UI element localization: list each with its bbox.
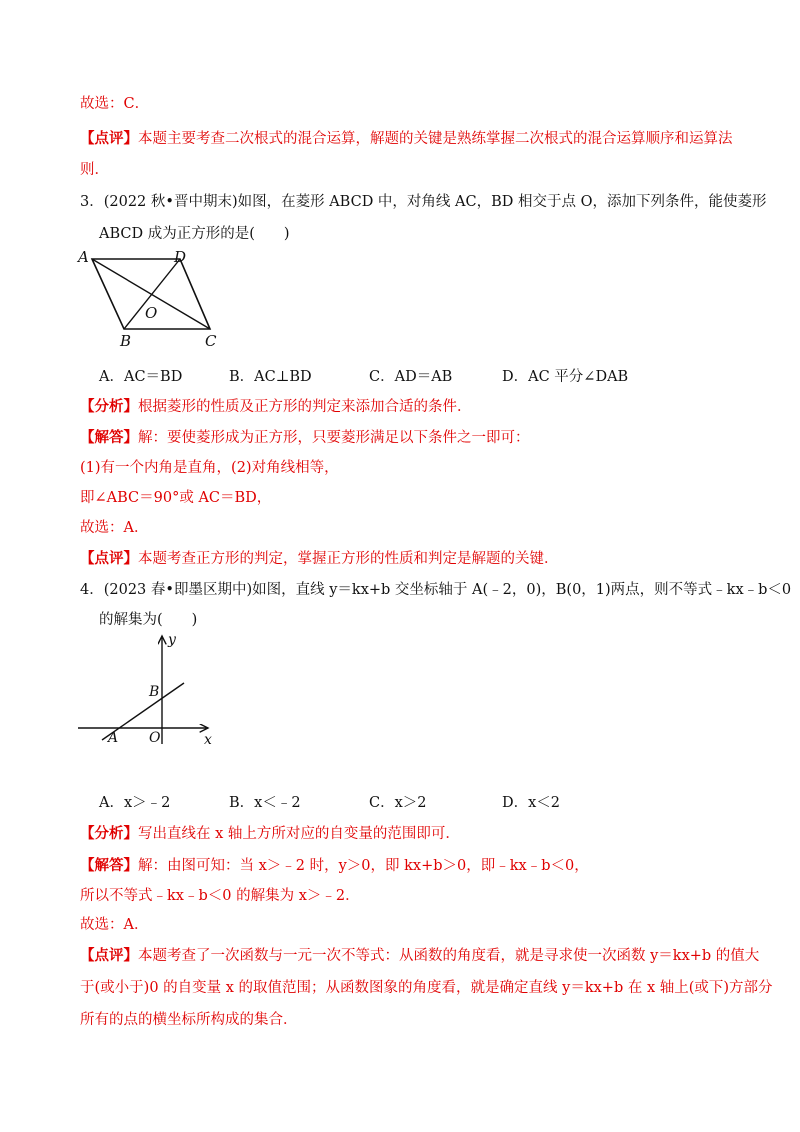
label-d: D — [174, 248, 187, 266]
q3-stem: 3．(2022 秋•晋中期末)如图，在菱形 ABCD 中，对角线 AC，BD 相交于点 O，添加下列条件，能使菱形 — [80, 194, 767, 210]
analysis-text: 根据菱形的性质及正方形的判定来添加合适的条件． — [138, 399, 472, 415]
analysis-tag: 【分析】 — [80, 825, 138, 842]
label-a: A — [78, 248, 89, 266]
label-o: O — [149, 730, 161, 746]
q3-option-a[interactable]: A．AC＝BD — [99, 369, 183, 385]
comment-text: 本题考查正方形的判定，掌握正方形的性质和判定是解题的关键． — [138, 551, 559, 567]
q3-solution-line2: (1)有一个内角是直角，(2)对角线相等， — [80, 460, 339, 476]
label-b: B — [149, 684, 160, 700]
q2-answer: 故选：C． — [80, 96, 150, 112]
analysis-text: 写出直线在 x 轴上方所对应的自变量的范围即可． — [138, 826, 460, 842]
q4-option-d[interactable]: D．x＜2 — [502, 795, 561, 811]
q4-option-a[interactable]: A．x＞﹣2 — [99, 795, 171, 811]
label-x: x — [204, 732, 212, 748]
comment-text: 本题考查了一次函数与一元一次不等式：从函数的角度看，就是寻求使一次函数 y＝kx+b 的值大 — [138, 948, 760, 964]
q4-option-c[interactable]: C．x＞2 — [369, 795, 427, 811]
q3-rhombus-figure — [70, 244, 240, 354]
q4-stem-cont: 的解集为( ) — [99, 612, 198, 628]
q4-graph-figure — [76, 628, 226, 748]
q4-solution — [80, 856, 589, 876]
q3-analysis — [80, 397, 472, 417]
q4-solution-line2: 所以不等式﹣kx﹣b＜0 的解集为 x＞﹣2． — [80, 888, 360, 904]
q3-option-d[interactable]: D．AC 平分∠DAB — [502, 369, 629, 385]
solution-text: 解：由图可知：当 x＞﹣2 时，y＞0，即 kx+b＞0，即﹣kx﹣b＜0， — [138, 858, 589, 874]
label-y: y — [168, 632, 176, 648]
q3-option-b[interactable]: B．AC⊥BD — [229, 369, 312, 385]
label-a: A — [108, 730, 119, 746]
q3-stem-cont: ABCD 成为正方形的是( ) — [99, 226, 290, 242]
q2-comment-cont: 则． — [80, 162, 109, 178]
q3-comment — [80, 549, 559, 569]
comment-tag: 【点评】 — [80, 550, 138, 567]
q2-comment — [80, 129, 733, 149]
q4-answer: 故选：A． — [80, 917, 149, 933]
q4-option-b[interactable]: B．x＜﹣2 — [229, 795, 301, 811]
comment-tag: 【点评】 — [80, 947, 138, 964]
q4-analysis — [80, 824, 460, 844]
label-b: B — [120, 332, 132, 350]
q3-solution-line3: 即∠ABC＝90°或 AC＝BD， — [80, 490, 272, 506]
solution-text: 解：要使菱形成为正方形，只要菱形满足以下条件之一即可： — [138, 430, 530, 446]
label-o: O — [145, 304, 158, 322]
q4-stem: 4．(2023 春•即墨区期中)如图，直线 y＝kx+b 交坐标轴于 A(﹣2，0)，B(0，1)两点，则不等式﹣kx﹣b＜0 — [80, 582, 792, 598]
q3-option-c[interactable]: C．AD＝AB — [369, 369, 453, 385]
comment-tag: 【点评】 — [80, 130, 138, 147]
comment-text: 本题主要考查二次根式的混合运算，解题的关键是熟练掌握二次根式的混合运算顺序和运算法 — [138, 131, 733, 147]
q3-solution — [80, 428, 530, 448]
q4-comment — [80, 946, 759, 966]
q4-comment-line3: 所有的点的横坐标所构成的集合． — [80, 1012, 298, 1028]
label-c: C — [205, 332, 217, 350]
solution-tag: 【解答】 — [80, 429, 138, 446]
q4-comment-line2: 于(或小于)0 的自变量 x 的取值范围；从函数图象的角度看，就是确定直线 y＝kx+b 在 x 轴上(或下)方部分 — [80, 980, 773, 996]
analysis-tag: 【分析】 — [80, 398, 138, 415]
q3-answer: 故选：A． — [80, 520, 149, 536]
solution-tag: 【解答】 — [80, 857, 138, 874]
